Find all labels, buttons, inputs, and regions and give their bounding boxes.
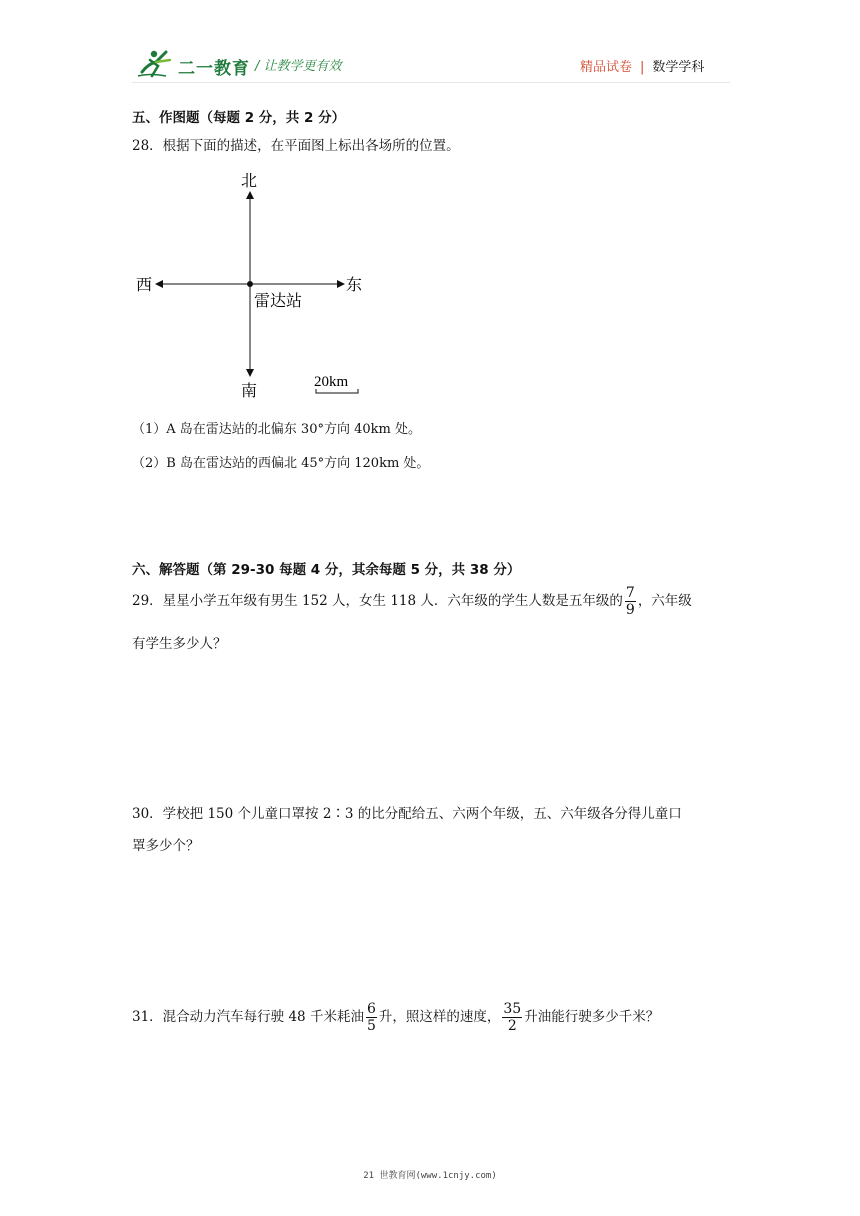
fraction-denominator: 2 — [507, 1018, 517, 1034]
question-29-text-b: ，六年级 — [637, 593, 692, 609]
header-subject — [580, 56, 704, 75]
compass-diagram — [130, 168, 380, 402]
question-28-part-1: （1）A 岛在雷达站的北偏东 30°方向 40km 处。 — [132, 422, 421, 437]
header-subject-name: 数学学科 — [652, 60, 705, 75]
fraction-7-9 — [625, 586, 636, 617]
fraction-numerator: 7 — [625, 585, 635, 601]
brand-slogan: / 让教学更有效 — [255, 59, 342, 74]
fraction-numerator: 35 — [503, 1001, 522, 1017]
question-30-line-1: 30．学校把 150 个儿童口罩按 2∶3 的比分配给五、六两个年级，五、六年级各分得儿童口 — [132, 806, 682, 822]
west-label: 西 — [136, 275, 153, 294]
scale-label: 20km — [314, 374, 349, 390]
question-31-text-b: 升，照这样的速度， — [378, 1009, 501, 1025]
radar-station-dot — [247, 281, 253, 287]
fraction-numerator: 6 — [366, 1001, 376, 1017]
page-footer: 21 世教育网(www.1cnjy.com) — [363, 1171, 497, 1181]
north-label: 北 — [241, 171, 258, 190]
header-divider — [132, 82, 730, 83]
south-label: 南 — [241, 381, 258, 400]
fraction-denominator: 5 — [366, 1018, 376, 1034]
question-29-line-1 — [132, 582, 692, 620]
brand-name: 二一教育 — [178, 59, 250, 79]
question-31-text-a: 31．混合动力汽车每行驶 48 千米耗油 — [132, 1009, 364, 1025]
question-28: 28．根据下面的描述，在平面图上标出各场所的位置。 — [132, 138, 460, 154]
question-28-part-2: （2）B 岛在雷达站的西偏北 45°方向 120km 处。 — [132, 456, 430, 471]
question-31 — [132, 998, 659, 1036]
header-paper-type: 精品试卷 — [580, 60, 633, 75]
section-5-title: 五、作图题（每题 2 分，共 2 分） — [132, 110, 346, 126]
question-30-line-2: 罩多少个？ — [132, 838, 200, 854]
question-29-line-2: 有学生多少人？ — [132, 636, 227, 652]
section-6-title: 六、解答题（第 29-30 每题 4 分，其余每题 5 分，共 38 分） — [132, 562, 521, 578]
question-29-text-a: 29．星星小学五年级有男生 152 人，女生 118 人．六年级的学生人数是五年级的 — [132, 593, 623, 609]
fraction-denominator: 9 — [625, 602, 635, 618]
east-label: 东 — [346, 275, 363, 294]
header-separator: | — [640, 60, 645, 75]
runner-logo-icon — [136, 46, 176, 80]
question-31-text-c: 升油能行驶多少千米？ — [524, 1009, 660, 1025]
radar-station-label: 雷达站 — [254, 291, 303, 310]
fraction-35-2 — [502, 1002, 522, 1033]
fraction-6-5 — [366, 1002, 377, 1033]
